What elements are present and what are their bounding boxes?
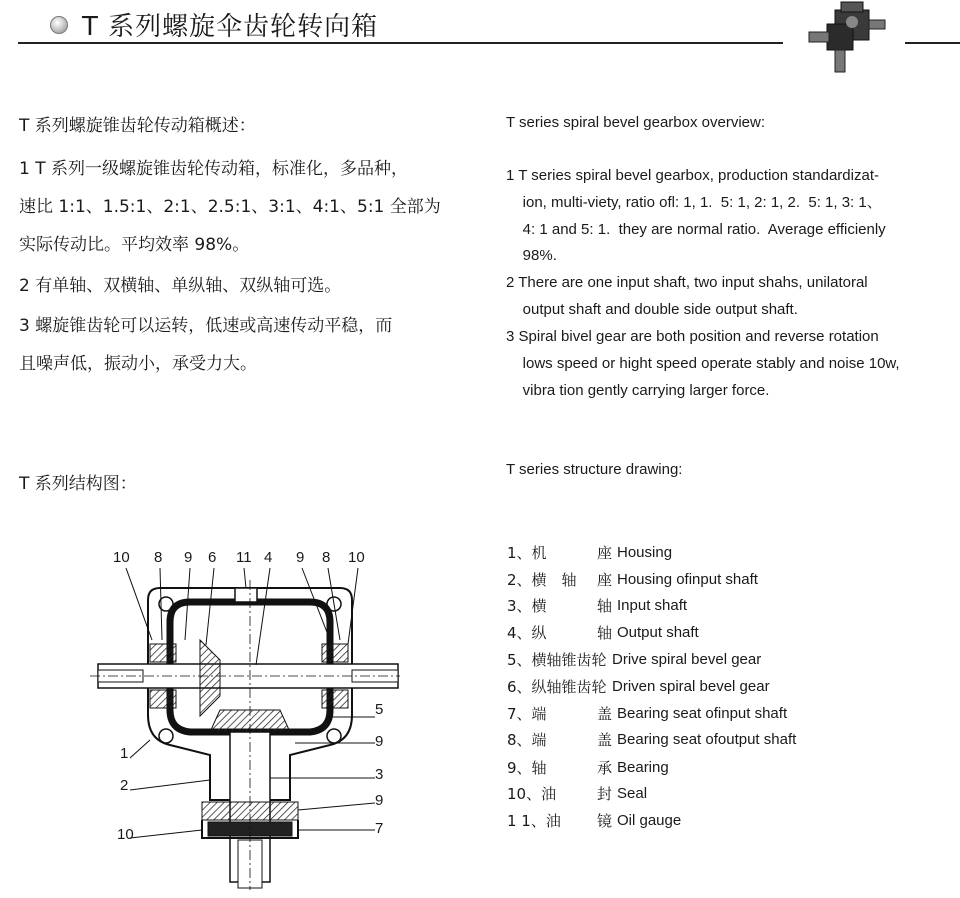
overview-cn-heading: T 系列螺旋锥齿轮传动箱概述： <box>19 116 256 136</box>
legend-en: Output shaft <box>617 624 699 641</box>
overview-en-line: 1 T series spiral bevel gearbox, production standardizat- <box>506 167 879 184</box>
legend-num: 7、端 <box>507 705 547 723</box>
structure-drawing <box>90 540 400 895</box>
overview-en-line: 3 Spiral bivel gear are both position and reverse rotation <box>506 328 879 345</box>
drawing-label-9: 9 <box>184 549 193 566</box>
drawing-label-11: 11 <box>236 549 252 566</box>
drawing-label-10: 10 <box>113 549 130 566</box>
legend-mid: 盖 <box>597 705 613 723</box>
overview-cn-line: 速比 1:1、1.5:1、2:1、2.5:1、3:1、4:1、5:1 全部为 <box>19 197 441 217</box>
legend-mid: 座 <box>597 571 613 589</box>
legend-mid: 承 <box>597 759 613 777</box>
overview-en-line: 4: 1 and 5: 1. they are normal ratio. Average efficienly <box>506 221 886 238</box>
legend-en: Housing ofinput shaft <box>617 571 758 588</box>
overview-en-heading: T series spiral bevel gearbox overview: <box>506 114 766 131</box>
drawing-label-9: 9 <box>375 792 384 809</box>
drawing-label-7: 7 <box>375 820 384 837</box>
drawing-label-4: 4 <box>264 549 273 566</box>
legend-num: 5、横轴锥齿轮 <box>507 651 607 669</box>
overview-cn-line: 且噪声低，振动小，承受力大。 <box>19 354 257 374</box>
legend-en: Bearing seat ofoutput shaft <box>617 731 797 748</box>
legend-num: 2、横 轴 <box>507 571 577 589</box>
overview-en-line: output shaft and double side output shaft. <box>506 301 798 318</box>
legend-en: Bearing seat ofinput shaft <box>617 705 788 722</box>
legend-en: Driven spiral bevel gear <box>612 678 770 695</box>
legend-num: 8、端 <box>507 731 547 749</box>
legend-en: Seal <box>617 785 648 802</box>
legend-en: Housing <box>617 544 673 561</box>
legend-mid: 盖 <box>597 731 613 749</box>
overview-en-line: vibra tion gently carrying larger force. <box>506 382 770 399</box>
legend-en: Drive spiral bevel gear <box>612 651 762 668</box>
legend-num: 10、油 <box>507 785 557 803</box>
legend-num: 1 1、油 <box>507 812 561 830</box>
drawing-label-9: 9 <box>375 733 384 750</box>
legend-num: 1、机 <box>507 544 547 562</box>
overview-en-line: 98%. <box>506 247 557 264</box>
header-rule-right <box>905 42 960 44</box>
overview-cn-line: 2 有单轴、双横轴、单纵轴、双纵轴可选。 <box>19 276 342 296</box>
overview-cn-line: 1 T 系列一级螺旋锥齿轮传动箱，标准化，多品种， <box>19 159 409 179</box>
header-rule-left <box>18 42 783 44</box>
legend-en: Input shaft <box>617 597 688 614</box>
drawing-label-6: 6 <box>208 549 217 566</box>
structure-heading-en: T series structure drawing: <box>506 461 683 478</box>
drawing-label-5: 5 <box>375 701 384 718</box>
legend-mid: 轴 <box>597 597 613 615</box>
drawing-label-8: 8 <box>154 549 163 566</box>
drawing-label-2: 2 <box>120 777 129 794</box>
overview-en-line: ion, multi-viety, ratio ofl: 1, 1. 5: 1, 2: 1, 2. 5: 1, 3: 1、 <box>506 194 882 211</box>
overview-cn-line: 实际传动比。平均效率 98%。 <box>19 235 250 255</box>
legend-num: 3、横 <box>507 597 547 615</box>
drawing-label-9: 9 <box>296 549 305 566</box>
overview-en-line: 2 There are one input shaft, two input shahs, unilatoral <box>506 274 868 291</box>
drawing-label-10: 10 <box>117 826 134 843</box>
legend-num: 6、纵轴锥齿轮 <box>507 678 607 696</box>
legend-en: Oil gauge <box>617 812 682 829</box>
legend-mid: 封 <box>597 785 613 803</box>
legend-mid: 座 <box>597 544 613 562</box>
legend-en: Bearing <box>617 759 669 776</box>
drawing-label-10: 10 <box>348 549 365 566</box>
legend-mid: 轴 <box>597 624 613 642</box>
legend-num: 4、纵 <box>507 624 547 642</box>
drawing-label-1: 1 <box>120 745 129 762</box>
drawing-label-8: 8 <box>322 549 331 566</box>
gearbox-product-image <box>797 0 897 80</box>
legend-mid: 镜 <box>597 812 613 830</box>
drawing-label-3: 3 <box>375 766 384 783</box>
structure-heading-cn: T 系列结构图： <box>19 474 137 494</box>
page-title: T 系列螺旋伞齿轮转向箱 <box>82 12 379 42</box>
title-bullet-icon <box>50 16 68 34</box>
overview-en-line: lows speed or hight speed operate stably and noise 10w, <box>506 355 900 372</box>
legend-num: 9、轴 <box>507 759 547 777</box>
overview-cn-line: 3 螺旋锥齿轮可以运转，低速或高速传动平稳，而 <box>19 316 393 336</box>
